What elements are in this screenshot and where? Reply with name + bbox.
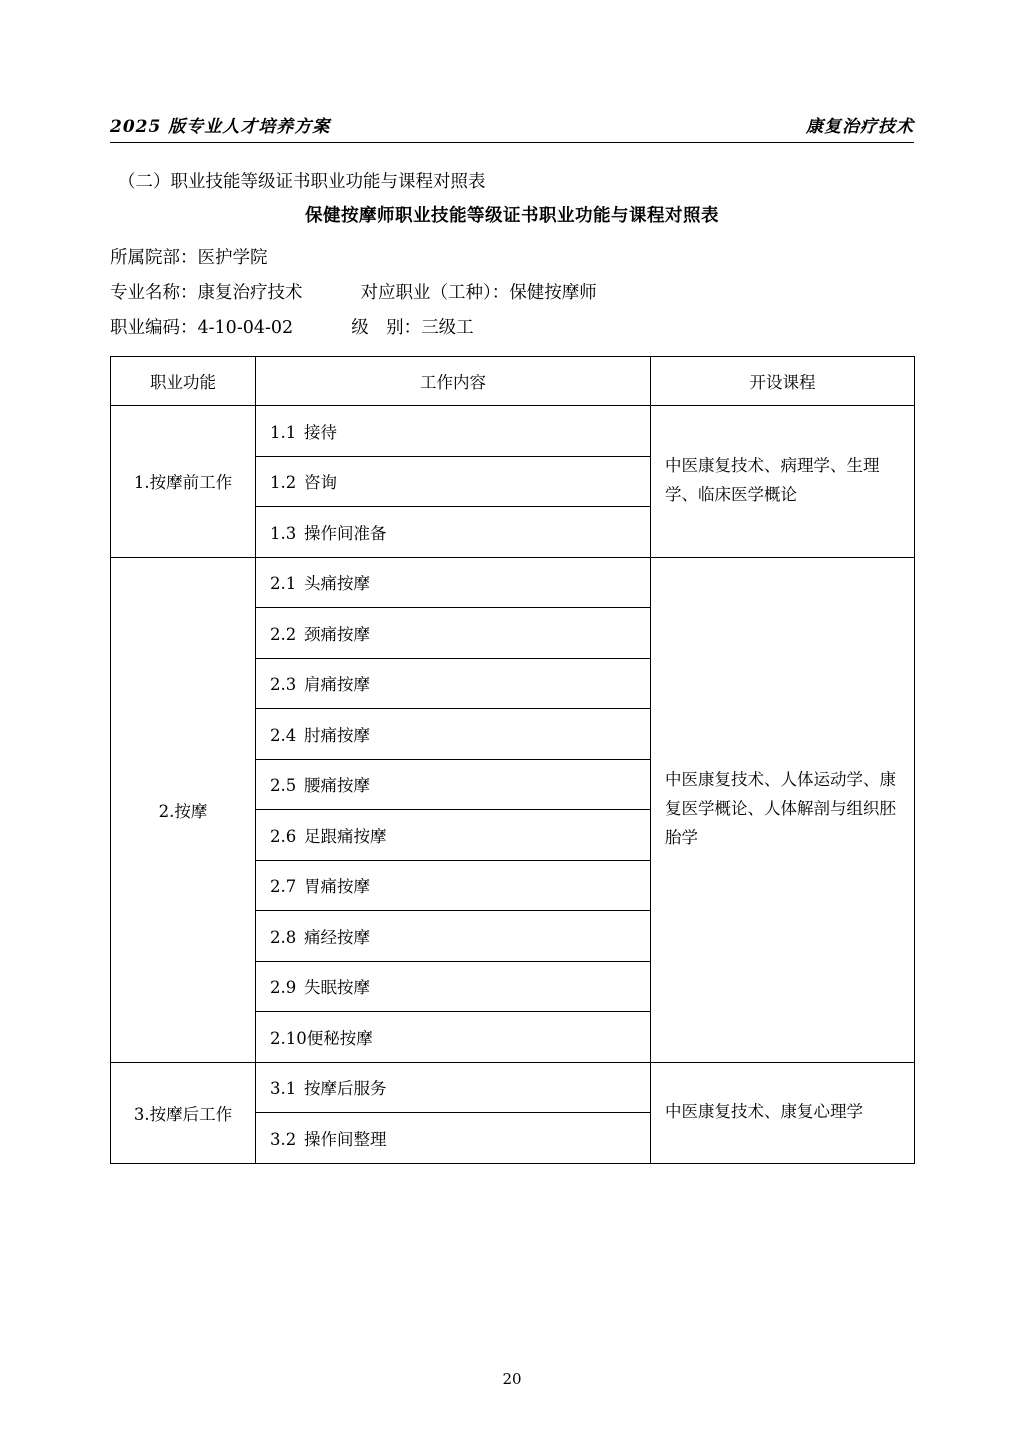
- work-item-cell: [256, 456, 651, 507]
- work-item-text: 接待: [304, 422, 337, 442]
- work-item-number: 2.4: [270, 725, 297, 745]
- table-row: [111, 1062, 915, 1113]
- level-value: 三级工: [421, 318, 474, 338]
- work-item-cell: [256, 507, 651, 558]
- work-item-number: 2.9: [270, 978, 297, 998]
- work-item-text: 肩痛按摩: [304, 675, 370, 695]
- column-header-function: 职业功能: [111, 357, 256, 406]
- work-item-number: 1.1: [270, 422, 297, 442]
- occupation-code-value: 4-10-04-02: [197, 318, 294, 338]
- level-label: 级 别：: [351, 318, 422, 338]
- work-item-number: 2.7: [270, 877, 297, 897]
- work-item-cell: [256, 810, 651, 861]
- work-item-text: 颈痛按摩: [304, 624, 370, 644]
- work-item-cell: [256, 759, 651, 810]
- work-item-cell: [256, 1062, 651, 1113]
- department-value: 医护学院: [197, 248, 268, 268]
- work-item-text: 失眠按摩: [304, 978, 370, 998]
- table-row: [111, 406, 915, 457]
- function-cell: 3.按摩后工作: [111, 1062, 256, 1163]
- work-item-number: 1.2: [270, 473, 297, 493]
- work-item-text: 肘痛按摩: [304, 725, 370, 745]
- work-item-cell: [256, 709, 651, 760]
- column-header-course: 开设课程: [651, 357, 915, 406]
- work-item-number: 3.2: [270, 1129, 297, 1149]
- work-item-text: 操作间整理: [304, 1129, 387, 1149]
- work-item-text: 足跟痛按摩: [304, 826, 387, 846]
- work-item-cell: [256, 961, 651, 1012]
- work-item-cell: [256, 658, 651, 709]
- function-cell: 1.按摩前工作: [111, 406, 256, 558]
- course-cell: 中医康复技术、人体运动学、康复医学概论、人体解剖与组织胚胎学: [651, 557, 915, 1062]
- header-divider: [110, 142, 914, 143]
- work-item-number: 2.3: [270, 675, 297, 695]
- work-item-text: 痛经按摩: [304, 927, 370, 947]
- job-function-course-table: [110, 356, 915, 1164]
- work-item-cell: [256, 1113, 651, 1164]
- department-label: 所属院部：: [110, 248, 198, 268]
- page-header: [110, 112, 914, 137]
- course-cell: 中医康复技术、康复心理学: [651, 1062, 915, 1163]
- meta-line-major: [110, 276, 914, 311]
- course-cell: 中医康复技术、病理学、生理学、临床医学概论: [651, 406, 915, 558]
- work-item-number: 2.6: [270, 826, 297, 846]
- work-item-cell: [256, 911, 651, 962]
- column-header-work: 工作内容: [256, 357, 651, 406]
- table-caption: 保健按摩师职业技能等级证书职业功能与课程对照表: [305, 206, 719, 226]
- major-label: 专业名称：: [110, 283, 198, 303]
- work-item-cell: [256, 860, 651, 911]
- work-item-text: 腰痛按摩: [304, 776, 370, 796]
- work-item-text: 按摩后服务: [304, 1079, 387, 1099]
- occupation-label: 对应职业（工种）：: [360, 283, 510, 303]
- work-item-cell: [256, 608, 651, 659]
- work-item-number: 2.5: [270, 776, 297, 796]
- page-number: 20: [502, 1370, 522, 1388]
- work-item-text: 操作间准备: [304, 523, 387, 543]
- work-item-text: 胃痛按摩: [304, 877, 370, 897]
- occupation-value: 保健按摩师: [509, 283, 597, 303]
- meta-line-code: [110, 311, 914, 346]
- table-row: [111, 557, 915, 608]
- work-item-text: 便秘按摩: [306, 1028, 373, 1048]
- work-item-number: 1.3: [270, 523, 297, 543]
- major-value: 康复治疗技术: [197, 283, 303, 303]
- work-item-number: 2.2: [270, 624, 297, 644]
- work-item-cell: [256, 1012, 651, 1063]
- work-item-number: 2.1: [270, 574, 297, 594]
- section-heading: （二）职业技能等级证书职业功能与课程对照表: [118, 172, 486, 192]
- work-item-text: 咨询: [304, 473, 337, 493]
- work-item-number: 2.10: [270, 1028, 307, 1048]
- table-header-row: [111, 357, 915, 406]
- work-item-cell: [256, 557, 651, 608]
- header-right-text: 康复治疗技术: [806, 117, 914, 137]
- work-item-text: 头痛按摩: [304, 574, 370, 594]
- meta-line-department: [110, 241, 914, 276]
- header-left-text: 2025 版专业人才培养方案: [110, 117, 331, 137]
- work-item-cell: [256, 406, 651, 457]
- work-item-number: 2.8: [270, 927, 297, 947]
- occupation-code-label: 职业编码：: [110, 318, 198, 338]
- page-content: [110, 168, 914, 1164]
- function-cell: 2.按摩: [111, 557, 256, 1062]
- work-item-number: 3.1: [270, 1079, 297, 1099]
